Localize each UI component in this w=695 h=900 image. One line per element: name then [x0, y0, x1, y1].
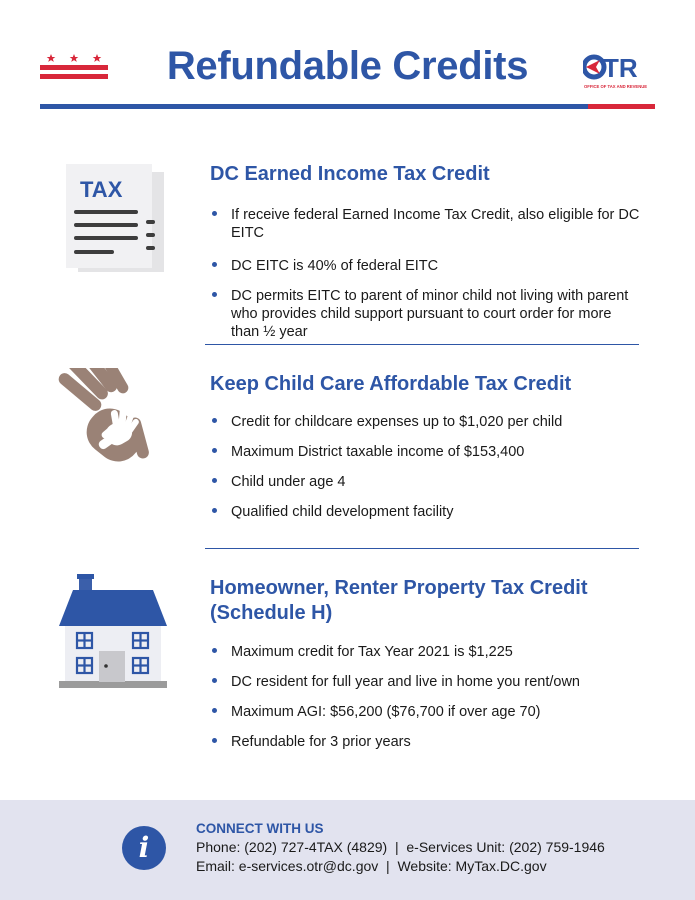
- logo-subtext: OFFICE OF TAX AND REVENUE: [584, 84, 648, 89]
- list-item: Maximum District taxable income of $153,400: [210, 443, 640, 461]
- tax-document-icon: [62, 164, 168, 274]
- child-care-bullet-list: [210, 413, 640, 521]
- connect-title: CONNECT WITH US: [196, 821, 324, 836]
- list-item: DC resident for full year and live in home you rent/own: [210, 673, 640, 691]
- section-title-eitc: DC Earned Income Tax Credit: [210, 163, 490, 185]
- tax-icon-text: TAX: [80, 177, 123, 202]
- section-divider: [205, 548, 639, 549]
- house-icon: [56, 574, 170, 690]
- section-title-child-care: Keep Child Care Affordable Tax Credit: [210, 373, 572, 395]
- otr-logo-icon: [583, 51, 655, 91]
- list-item: Refundable for 3 prior years: [210, 733, 640, 751]
- property-tax-bullet-list: [210, 643, 640, 751]
- list-item: Credit for childcare expenses up to $1,020 per child: [210, 413, 640, 431]
- header-rule-blue: [40, 104, 588, 109]
- list-item: Child under age 4: [210, 473, 640, 491]
- list-item: Maximum credit for Tax Year 2021 is $1,225: [210, 643, 640, 661]
- info-icon: i: [122, 826, 166, 870]
- svg-text:TR: TR: [603, 53, 638, 83]
- adult-child-hands-icon: [56, 368, 160, 480]
- section-title-property-tax: Homeowner, Renter Property Tax Credit (Schedule H): [210, 577, 588, 624]
- page-title: Refundable Credits: [166, 44, 529, 88]
- list-item: Maximum AGI: $56,200 ($76,700 if over age 70): [210, 703, 640, 721]
- section-divider: [205, 344, 639, 345]
- list-item: DC EITC is 40% of federal EITC: [210, 257, 640, 275]
- list-item: DC permits EITC to parent of minor child not living with parent who provides child support pursuant to court order for more than ½ year: [210, 287, 640, 341]
- contact-email-line: Email: e-services.otr@dc.gov | Website: MyTax.DC.gov: [196, 858, 547, 874]
- contact-phone-line: Phone: (202) 727-4TAX (4829) | e-Services Unit: (202) 759-1946: [196, 839, 605, 855]
- eitc-bullet-list: [210, 206, 640, 341]
- list-item: If receive federal Earned Income Tax Credit, also eligible for DC EITC: [210, 206, 640, 242]
- header-rule-red: [588, 104, 655, 109]
- list-item: Qualified child development facility: [210, 503, 640, 521]
